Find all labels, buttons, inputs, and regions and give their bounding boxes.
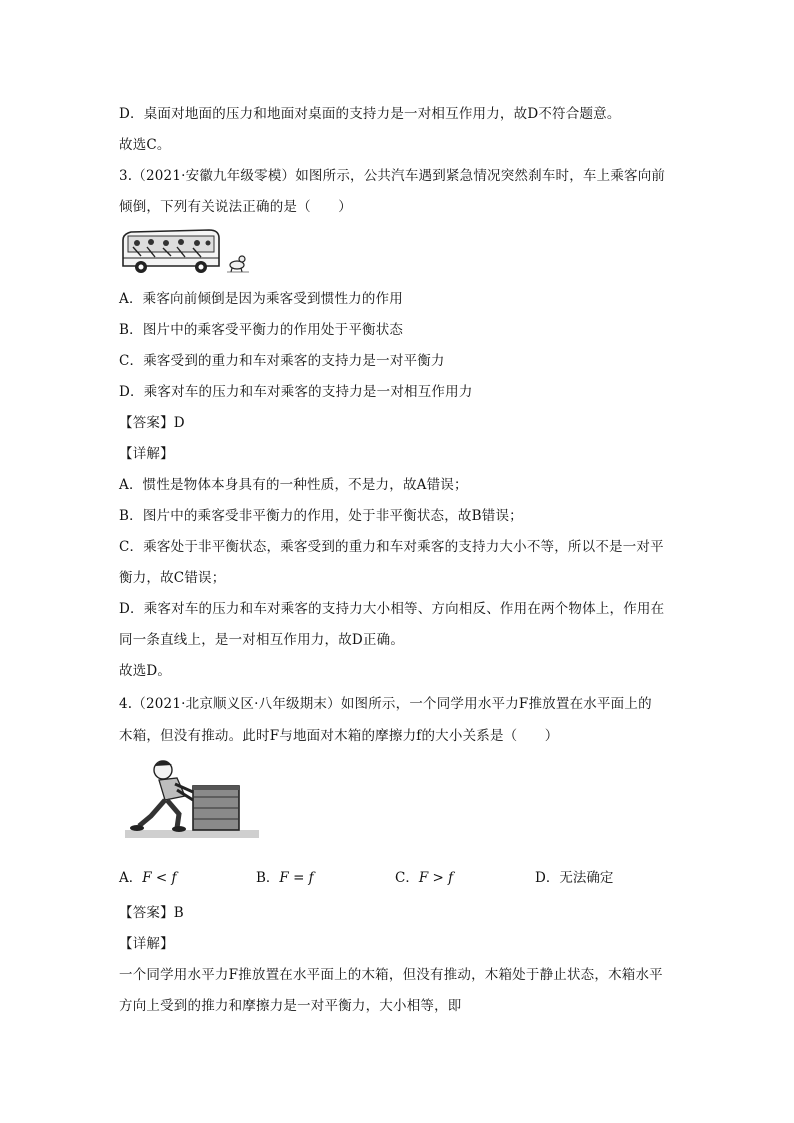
q4-stem-line-1: 4.（2021·北京顺义区·八年级期末）如图所示，一个同学用水平力F推放置在水平面上的 xyxy=(119,696,652,712)
q3-option-c: C．乘客受到的重力和车对乘客的支持力是一对平衡力 xyxy=(119,353,445,369)
q3-detail-d-line-1: D．乘客对车的压力和车对乘客的支持力大小相等、方向相反、作用在两个物体上，作用在 xyxy=(119,601,665,617)
q3-detail-c-line-1: C．乘客处于非平衡状态，乘客受到的重力和车对乘客的支持力大小不等，所以不是一对平 xyxy=(119,539,664,555)
q4-option-b xyxy=(256,866,314,886)
q4-option-a-math: F < f xyxy=(142,870,177,886)
q3-detail-b: B．图片中的乘客受非平衡力的作用，处于非平衡状态，故B错误； xyxy=(119,508,523,524)
q4-option-d-text: 无法确定 xyxy=(559,870,614,886)
q3-answer: 【答案】D xyxy=(119,415,185,431)
q4-detail-line-1: 一个同学用水平力F推放置在水平面上的木箱，但没有推动，木箱处于静止状态，木箱水平 xyxy=(119,967,663,983)
q4-option-c xyxy=(395,866,453,886)
q4-option-a-label: A． xyxy=(119,870,143,886)
q3-option-a: A．乘客向前倾倒是因为乘客受到惯性力的作用 xyxy=(119,291,403,307)
q4-option-c-label: C． xyxy=(395,870,419,886)
q3-option-d: D．乘客对车的压力和车对乘客的支持力是一对相互作用力 xyxy=(119,384,473,400)
q3-conclusion: 故选D。 xyxy=(119,663,172,679)
q4-option-b-math: F = f xyxy=(279,870,314,886)
q3-stem-line-1: 3.（2021·安徽九年级零模）如图所示，公共汽车遇到紧急情况突然刹车时，车上乘客向前 xyxy=(119,168,666,184)
q3-detail-title: 【详解】 xyxy=(119,446,174,462)
q4-option-a xyxy=(119,866,177,886)
q3-stem-line-2: 倾倒，下列有关说法正确的是（ ） xyxy=(119,199,352,215)
q4-answer: 【答案】B xyxy=(119,905,184,921)
q4-detail-line-2: 方向上受到的推力和摩擦力是一对平衡力，大小相等，即 xyxy=(119,998,462,1014)
q3-option-b: B．图片中的乘客受平衡力的作用处于平衡状态 xyxy=(119,322,404,338)
q4-option-b-label: B． xyxy=(256,870,280,886)
q4-option-d-label: D． xyxy=(535,870,560,886)
q4-stem-line-2: 木箱，但没有推动。此时F与地面对木箱的摩擦力f的大小关系是（ ） xyxy=(119,728,559,744)
boy-pushing-box-illustration xyxy=(125,756,259,838)
q2-conclusion: 故选C。 xyxy=(119,137,171,153)
q3-detail-d-line-2: 同一条直线上，是一对相互作用力，故D正确。 xyxy=(119,632,405,648)
q3-detail-a: A．惯性是物体本身具有的一种性质，不是力，故A错误； xyxy=(119,477,468,493)
q4-options xyxy=(119,866,679,888)
q4-option-c-math: F > f xyxy=(418,870,454,886)
q4-detail-title: 【详解】 xyxy=(119,936,174,952)
bus-braking-illustration xyxy=(119,226,249,276)
q2-option-d: D．桌面对地面的压力和地面对桌面的支持力是一对相互作用力，故D不符合题意。 xyxy=(119,106,621,122)
q3-detail-c-line-2: 衡力，故C错误； xyxy=(119,570,226,586)
q4-option-d xyxy=(535,866,613,886)
